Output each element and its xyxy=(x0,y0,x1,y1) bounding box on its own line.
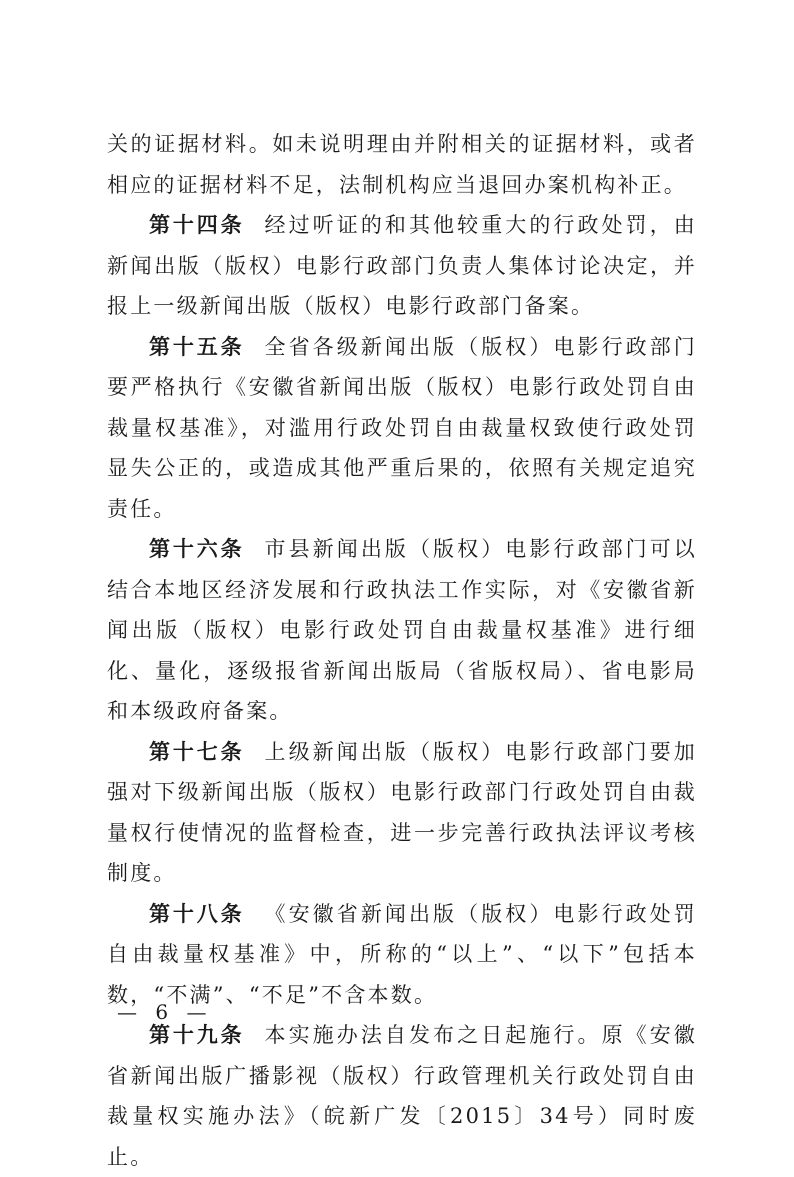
article-label: 第十七条 xyxy=(149,739,245,764)
article-14 xyxy=(107,205,697,327)
page-number: — 6 — xyxy=(117,1000,213,1024)
article-label: 第十五条 xyxy=(149,334,245,359)
article-15 xyxy=(107,327,697,530)
article-19 xyxy=(107,1015,697,1177)
article-text: 市县新闻出版（版权）电影行政部门可以结合本地区经济发展和行政执法工作实际，对《安徽省新闻出版（版权）电影行政处罚自由裁量权基准》进行细化、量化，逐级报省新闻出版局（省版权局）、省电影局和本级政府备案。 xyxy=(107,537,698,723)
article-text: 本实施办法自发布之日起施行。原《安徽省新闻出版广播影视（版权）行政管理机关行政处罚自由裁量权实施办法》（皖新广发〔2015〕34号）同时废止。 xyxy=(107,1023,698,1169)
article-17 xyxy=(107,732,697,894)
article-text: 经过听证的和其他较重大的行政处罚，由新闻出版（版权）电影行政部门负责人集体讨论决定，并报上一级新闻出版（版权）电影行政部门备案。 xyxy=(107,213,698,318)
article-text: 全省各级新闻出版（版权）电影行政部门要严格执行《安徽省新闻出版（版权）电影行政处罚自由裁量权基准》，对滥用行政处罚自由裁量权致使行政处罚显失公正的，或造成其他严重后果的，依照有关规定追究责任。 xyxy=(107,334,698,521)
article-18 xyxy=(107,894,697,1016)
article-text: 上级新闻出版（版权）电影行政部门要加强对下级新闻出版（版权）电影行政部门行政处罚自由裁量权行使情况的监督检查，进一步完善行政执法评议考核制度。 xyxy=(107,739,698,885)
article-label: 第十八条 xyxy=(149,901,245,926)
article-label: 第十九条 xyxy=(149,1023,245,1047)
article-text: 《安徽省新闻出版（版权）电影行政处罚自由裁量权基准》中，所称的“以上”、“以下”包括本数，“不满”、“不足”不含本数。 xyxy=(107,901,698,1007)
article-label: 第十六条 xyxy=(149,537,245,561)
article-16 xyxy=(107,529,697,732)
continuation-paragraph: 关的证据材料。如未说明理由并附相关的证据材料，或者相应的证据材料不足，法制机构应当退回办案机构补正。 xyxy=(107,132,697,197)
article-label: 第十四条 xyxy=(149,213,245,237)
